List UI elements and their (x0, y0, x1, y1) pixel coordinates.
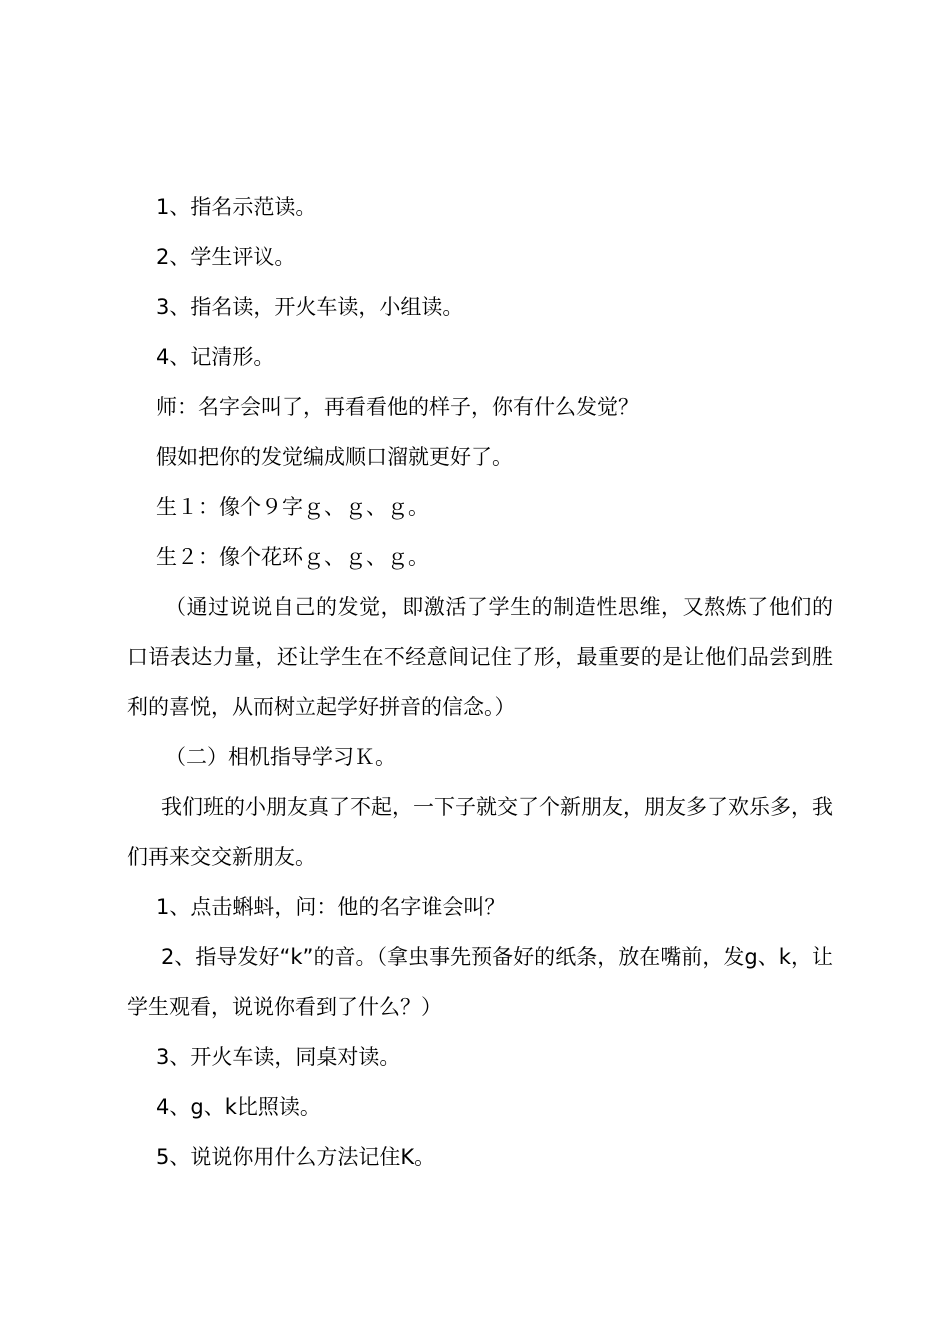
paragraph-k-step-5: 5、说说你用什么方法记住K。 (156, 1145, 436, 1169)
paragraph-new-friends: 我们班的小朋友真了不起，一下子就交了个新朋友，朋友多了欢乐多，我们再来交交新朋友。 (127, 795, 833, 869)
document-body (127, 182, 833, 1182)
paragraph-k-step-4: 4、g、k比照读。 (156, 1095, 321, 1119)
paragraph-commentary: （通过说说自己的发觉，即激活了学生的制造性思维，又熬炼了他们的口语表达力量，还让学生在不经意间记住了形，最重要的是让他们品尝到胜利的喜悦，从而树立起学好拼音的信念。） (127, 595, 833, 719)
paragraph-rhyme-prompt: 假如把你的发觉编成顺口溜就更好了。 (156, 445, 513, 469)
paragraph-k-step-1: 1、点击蝌蚪，问：他的名字谁会叫？ (156, 895, 506, 919)
paragraph-step-1: 1、指名示范读。 (156, 195, 317, 219)
paragraph-teacher-question: 师：名字会叫了，再看看他的样子，你有什么发觉？ (156, 395, 639, 419)
paragraph-k-step-2: 2、指导发好“k”的音。（拿虫事先预备好的纸条，放在嘴前，发g、k，让学生观看，说说你看到了什么？） (127, 945, 833, 1019)
paragraph-step-4: 4、记清形。 (156, 345, 275, 369)
paragraph-student-2: 生２：像个花环ｇ、ｇ、ｇ。 (156, 545, 429, 569)
paragraph-student-1: 生１：像个９字ｇ、ｇ、ｇ。 (156, 495, 429, 519)
paragraph-step-2: 2、学生评议。 (156, 245, 296, 269)
paragraph-k-step-3: 3、开火车读，同桌对读。 (156, 1045, 401, 1069)
paragraph-step-3: 3、指名读，开火车读，小组读。 (156, 295, 464, 319)
section-heading-k: （二）相机指导学习Ｋ。 (165, 745, 396, 769)
